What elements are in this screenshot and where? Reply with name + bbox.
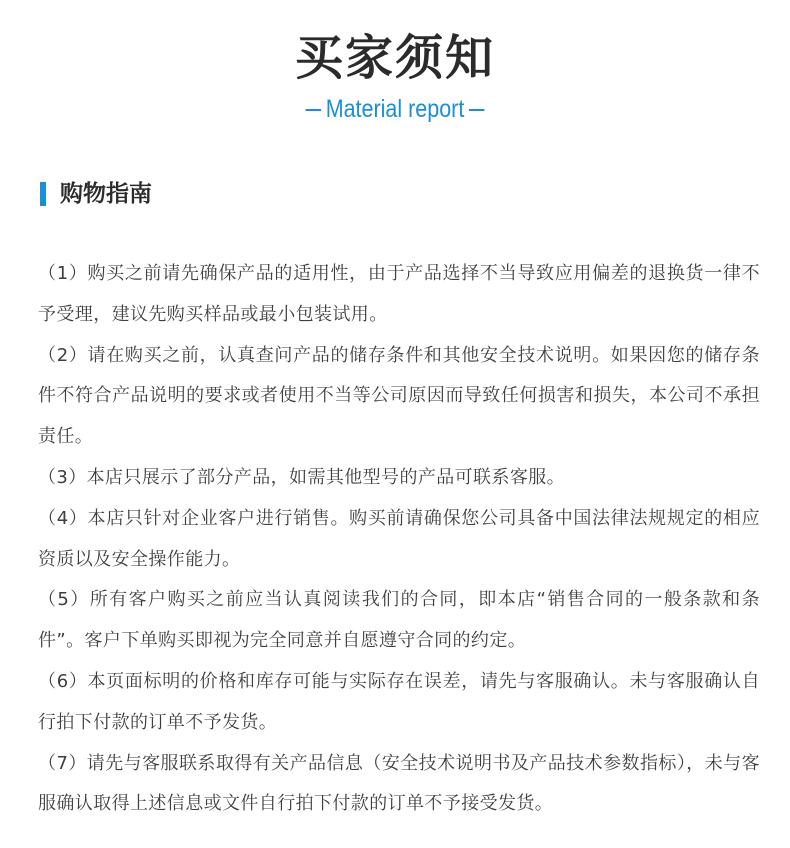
subtitle-right-dash	[469, 109, 484, 111]
guide-item-4: （4）本店只针对企业客户进行销售。购买前请确保您公司具备中国法律法规规定的相应资质以及安全操作能力。	[38, 507, 760, 570]
guide-list	[38, 254, 760, 825]
page-title: 买家须知	[294, 30, 495, 86]
guide-item-2: （2）请在购买之前，认真查问产品的储存条件和其他安全技术说明。如果因您的储存条件不符合产品说明的要求或者使用不当等公司原因而导致任何损害和损失，本公司不承担责任。	[38, 344, 760, 448]
guide-item-1: （1）购买之前请先确保产品的适用性，由于产品选择不当导致应用偏差的退换货一律不予受理，建议先购买样品或最小包装试用。	[38, 263, 760, 325]
guide-item-7: （7）请先与客服联系取得有关产品信息（安全技术说明书及产品技术参数指标），未与客服确认取得上述信息或文件自行拍下付款的订单不予接受发货。	[38, 752, 760, 815]
guide-item-3: （3）本店只展示了部分产品，如需其他型号的产品可联系客服。	[38, 466, 566, 488]
section-header	[40, 178, 152, 210]
guide-item-5: （5）所有客户购买之前应当认真阅读我们的合同，即本店“销售合同的一般条款和条件”。客户下单购买即视为完全同意并自愿遵守合同的约定。	[38, 589, 760, 652]
guide-item-6: （6）本页面标明的价格和库存可能与实际存在误差，请先与客服确认。未与客服确认自行拍下付款的订单不予发货。	[38, 670, 760, 733]
section-accent-bar	[40, 182, 46, 206]
section-title: 购物指南	[60, 181, 152, 207]
subtitle-text: Material report	[325, 95, 465, 123]
subtitle-left-dash	[306, 109, 321, 111]
page-subtitle	[55, 92, 734, 126]
